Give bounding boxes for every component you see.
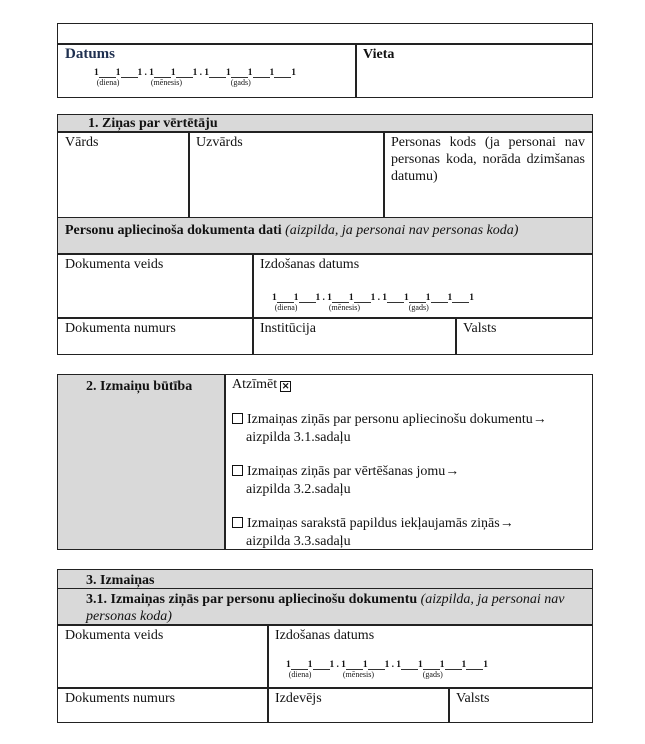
date-digit: 1 bbox=[362, 660, 368, 670]
checkbox-icon[interactable] bbox=[232, 517, 243, 528]
date-digit: 1 bbox=[247, 68, 253, 78]
option-3[interactable] bbox=[232, 515, 514, 551]
day-slot[interactable] bbox=[274, 294, 298, 312]
date-digit: 1 bbox=[370, 293, 376, 303]
doc-data-header bbox=[57, 217, 593, 255]
date-input-top[interactable] bbox=[94, 68, 296, 87]
year-slot[interactable] bbox=[401, 661, 418, 670]
date-digit: 1 bbox=[115, 68, 121, 78]
option-sub: aizpilda 3.2.sadaļu bbox=[246, 482, 351, 497]
year-caption: (gads) bbox=[230, 78, 251, 87]
date-digit: 1 bbox=[170, 68, 176, 78]
s3-issuer-field[interactable] bbox=[267, 687, 450, 723]
section3-1-header bbox=[57, 588, 593, 626]
section3-title: 3. Izmaiņas bbox=[86, 573, 155, 588]
date-digit: 1 bbox=[329, 660, 335, 670]
date-separator: . bbox=[144, 68, 147, 78]
date-digit: 1 bbox=[418, 660, 423, 670]
year-slot[interactable] bbox=[274, 69, 291, 78]
date-digit: 1 bbox=[483, 660, 488, 670]
country-label: Valsts bbox=[456, 691, 490, 706]
doc-type-field[interactable] bbox=[57, 253, 254, 319]
date-digit: 1 bbox=[226, 68, 231, 78]
date-digit: 1 bbox=[425, 293, 431, 303]
mark-label: Atzīmēt bbox=[232, 377, 278, 392]
institution-label: Institūcija bbox=[260, 321, 316, 336]
month-slot[interactable] bbox=[150, 69, 182, 87]
day-caption: (diena) bbox=[96, 78, 120, 87]
doc-number-label: Dokumenta numurs bbox=[65, 321, 176, 336]
date-digit: 1 bbox=[291, 68, 296, 78]
first-name-label: Vārds bbox=[65, 135, 99, 150]
personal-code-field[interactable] bbox=[383, 131, 593, 219]
option-text: Izmaiņas ziņās par vērtēšanas jomu→ bbox=[247, 464, 460, 479]
date-separator: . bbox=[322, 293, 325, 303]
day-caption: (diena) bbox=[288, 670, 312, 679]
date-digit: 1 bbox=[447, 293, 453, 303]
date-digit: 1 bbox=[137, 68, 143, 78]
form-top-blank bbox=[57, 23, 593, 45]
section3-1-note: (aizpilda, ja personai nav personas koda) bbox=[86, 592, 565, 624]
date-digit: 1 bbox=[341, 660, 346, 670]
section3-header bbox=[57, 569, 593, 590]
date-digit: 1 bbox=[461, 660, 467, 670]
doc-number-label: Dokuments numurs bbox=[65, 691, 176, 706]
date-digit: 1 bbox=[269, 68, 275, 78]
option-1[interactable] bbox=[232, 411, 547, 447]
date-digit: 1 bbox=[94, 68, 99, 78]
date-digit: 1 bbox=[192, 68, 198, 78]
month-slot[interactable] bbox=[176, 69, 193, 78]
personal-code-label: Personas kods (ja personai nav personas koda, norāda dzimšanas datumu) bbox=[391, 135, 585, 184]
month-slot[interactable] bbox=[342, 661, 374, 679]
year-slot[interactable] bbox=[209, 69, 226, 78]
day-slot[interactable] bbox=[121, 69, 138, 78]
place-label: Vieta bbox=[363, 47, 395, 62]
s3-country-field[interactable] bbox=[448, 687, 593, 723]
date-separator: . bbox=[199, 68, 202, 78]
year-slot[interactable] bbox=[452, 294, 469, 303]
checkbox-icon[interactable] bbox=[232, 413, 243, 424]
doc-type-label: Dokumenta veids bbox=[65, 628, 164, 643]
mark-instruction bbox=[232, 376, 291, 394]
doc-data-note: (aizpilda, ja personai nav personas koda) bbox=[285, 223, 519, 238]
day-slot[interactable] bbox=[299, 294, 316, 303]
year-slot[interactable] bbox=[230, 69, 251, 87]
year-slot[interactable] bbox=[445, 661, 462, 670]
date-label: Datums bbox=[65, 46, 116, 62]
checked-box-icon: ✕ bbox=[281, 381, 290, 391]
option-text: Izmaiņas ziņās par personu apliecinošu dokumentu→ bbox=[247, 412, 547, 427]
s3-issue-date-field[interactable] bbox=[267, 624, 593, 689]
date-digit: 1 bbox=[348, 293, 354, 303]
date-digit: 1 bbox=[469, 293, 474, 303]
date-digit: 1 bbox=[286, 660, 291, 670]
date-separator: . bbox=[336, 660, 339, 670]
date-digit: 1 bbox=[327, 293, 332, 303]
first-name-field[interactable] bbox=[57, 131, 190, 219]
date-digit: 1 bbox=[404, 293, 409, 303]
doc-data-title: Personu apliecinoša dokumenta dati bbox=[65, 223, 282, 238]
date-digit: 1 bbox=[396, 660, 401, 670]
section1-title: 1. Ziņas par vērtētāju bbox=[88, 116, 218, 131]
institution-field[interactable] bbox=[252, 317, 457, 355]
day-caption: (diena) bbox=[274, 303, 298, 312]
day-slot[interactable] bbox=[288, 661, 312, 679]
country-label: Valsts bbox=[463, 321, 497, 336]
section2-title: 2. Izmaiņu būtība bbox=[86, 379, 193, 394]
year-slot[interactable] bbox=[422, 661, 443, 679]
date-separator: . bbox=[391, 660, 394, 670]
checkbox-icon[interactable] bbox=[232, 465, 243, 476]
year-slot[interactable] bbox=[408, 294, 429, 312]
date-digit: 1 bbox=[307, 660, 313, 670]
date-input-issue[interactable] bbox=[272, 293, 474, 312]
year-slot[interactable] bbox=[387, 294, 404, 303]
date-digit: 1 bbox=[149, 68, 154, 78]
date-input-s3-issue[interactable] bbox=[286, 660, 488, 679]
date-digit: 1 bbox=[293, 293, 299, 303]
month-slot[interactable] bbox=[328, 294, 360, 312]
year-slot[interactable] bbox=[253, 69, 270, 78]
issue-date-label: Izdošanas datums bbox=[260, 257, 360, 272]
day-slot[interactable] bbox=[96, 69, 120, 87]
date-digit: 1 bbox=[272, 293, 277, 303]
month-slot[interactable] bbox=[368, 661, 385, 670]
date-digit: 1 bbox=[315, 293, 321, 303]
date-digit: 1 bbox=[382, 293, 387, 303]
year-slot[interactable] bbox=[466, 661, 483, 670]
last-name-label: Uzvārds bbox=[196, 135, 243, 150]
issue-date-label: Izdošanas datums bbox=[275, 628, 375, 643]
issuer-label: Izdevējs bbox=[275, 691, 322, 706]
year-caption: (gads) bbox=[408, 303, 429, 312]
doc-number-field[interactable] bbox=[57, 317, 254, 355]
month-caption: (mēnesis) bbox=[328, 303, 360, 312]
country-field[interactable] bbox=[455, 317, 593, 355]
year-slot[interactable] bbox=[431, 294, 448, 303]
last-name-field[interactable] bbox=[188, 131, 385, 219]
option-2[interactable] bbox=[232, 463, 459, 499]
date-digit: 1 bbox=[439, 660, 445, 670]
month-caption: (mēnesis) bbox=[342, 670, 374, 679]
s3-doc-type-field[interactable] bbox=[57, 624, 269, 689]
s3-doc-number-field[interactable] bbox=[57, 687, 269, 723]
option-text: Izmaiņas sarakstā papildus iekļaujamās ziņās→ bbox=[247, 516, 514, 531]
option-sub: aizpilda 3.3.sadaļu bbox=[246, 534, 351, 549]
section2-header bbox=[57, 374, 226, 550]
date-separator: . bbox=[377, 293, 380, 303]
month-caption: (mēnesis) bbox=[150, 78, 182, 87]
doc-type-label: Dokumenta veids bbox=[65, 257, 164, 272]
option-sub: aizpilda 3.1.sadaļu bbox=[246, 430, 351, 445]
day-slot[interactable] bbox=[313, 661, 330, 670]
place-field[interactable] bbox=[355, 43, 593, 98]
year-caption: (gads) bbox=[422, 670, 443, 679]
date-digit: 1 bbox=[204, 68, 209, 78]
month-slot[interactable] bbox=[354, 294, 371, 303]
section3-1-title: 3.1. Izmaiņas ziņās par personu apliecinošu dokumentu bbox=[86, 592, 418, 607]
date-digit: 1 bbox=[384, 660, 390, 670]
